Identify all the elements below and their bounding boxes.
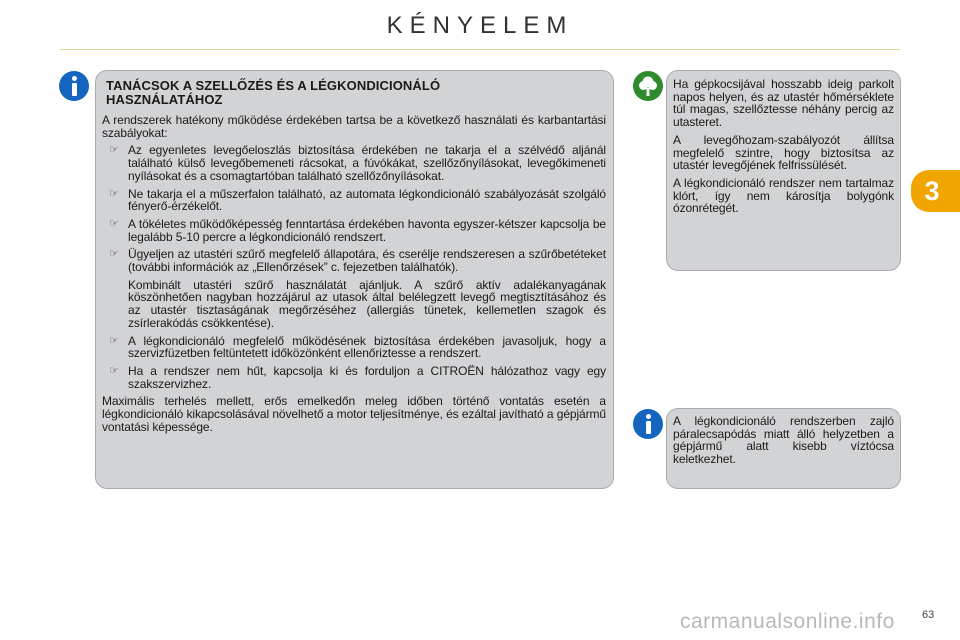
pointer-icon: ☞ [109, 248, 119, 261]
pointer-icon: ☞ [109, 334, 119, 347]
filter-note: Kombinált utastéri szűrő használatát ajánljuk. A szűrő aktív adalékanyagának köszönhetően nagyban hozzájárul az utasok által belélegzett levegő megtisztításához és az utastér tisztaságának megőrzéséhez (allergiás tünetek, kellemetlen szagok és zsírlerakódás csökkentése). [128, 277, 606, 330]
eco-paragraph: A légkondicionáló rendszer nem tartalmaz klórt, így nem károsítja bolygónk ózonrétegét. [673, 175, 894, 216]
eco-tips-box [666, 70, 901, 271]
list-item: ☞ Az egyenletes levegőeloszlás biztosítása érdekében ne takarja el a szélvédő aljánál található külső levegőbemeneti rácsokat, a fúvókákat, szellőzőnyílásokat, levegőkimeneti nyílásokat és a csomagtartóban található szellőzőnyílásokat. [109, 143, 606, 183]
pointer-icon: ☞ [109, 217, 119, 230]
list-item: ☞ A tökéletes működőképesség fenntartása érdekében havonta egyszer-kétszer kapcsolja be legalább 5-10 percre a légkondicionáló rendszert. [109, 216, 606, 244]
pointer-icon: ☞ [109, 364, 119, 377]
pointer-icon: ☞ [109, 187, 119, 200]
pointer-icon: ☞ [109, 144, 119, 157]
info-icon [59, 71, 89, 101]
list-item: ☞ Ügyeljen az utastéri szűrő megfelelő állapotára, és cserélje rendszeresen a szűrőbetéteket (további információk az „Ellenőrzések” c. fejezetben találhatók). [109, 247, 606, 275]
list-item: ☞ A légkondicionáló megfelelő működésének biztosítása érdekében javasoljuk, hogy a szervizfüzetben feltüntetett időközönként ellenőriztesse a rendszert. [109, 333, 606, 361]
eco-paragraph: Ha gépkocsijával hosszabb ideig parkolt napos helyen, és az utastér hőmérséklete túl magas, szellőztesse néhány percig az utasteret. [673, 77, 894, 130]
condensation-text: A légkondicionáló rendszerben zajló páralecsapódás miatt álló helyzetben a gépjármű alatt kisebb víztócsa keletkezhet. [673, 414, 894, 467]
eco-paragraph: A levegőhozam-szabályozót állítsa megfelelő szintre, hogy biztosítsa az utastér levegőjének felfrissülését. [673, 132, 894, 173]
watermark: carmanualsonline.info [680, 610, 895, 633]
title-divider [60, 49, 900, 50]
chapter-tab [911, 170, 960, 212]
chapter-number: 3 [924, 176, 940, 206]
eco-tree-icon [633, 71, 663, 101]
page-number: 63 [922, 609, 935, 621]
list-item: ☞ Ne takarja el a műszerfalon található, az automata légkondicionáló szabályozását szolgáló fényerő-érzékelőt. [109, 186, 606, 214]
closing-text: Maximális terhelés mellett, erős emelkedőn meleg időben történő vontatás esetén a légkondicionáló kikapcsolásával növelhető a motor teljesítménye, és ezáltal javítható a gépjármű vontatási képessége. [102, 394, 606, 434]
list-item: ☞ Ha a rendszer nem hűt, kapcsolja ki és forduljon a CITROËN hálózathoz vagy egy szakszervizhez. [109, 363, 606, 391]
box-title: TANÁCSOK A SZELLŐZÉS ÉS A LÉGKONDICIONÁLÓ HASZNÁLATÁHOZ [106, 78, 441, 107]
condensation-note-box [666, 408, 901, 489]
ventilation-advice-box [95, 70, 614, 489]
intro-text: A rendszerek hatékony működése érdekében tartsa be a következő használati és karbantartási szabályokat: [102, 113, 606, 140]
info-icon [633, 409, 663, 439]
page-title: KÉNYELEM [386, 12, 574, 39]
